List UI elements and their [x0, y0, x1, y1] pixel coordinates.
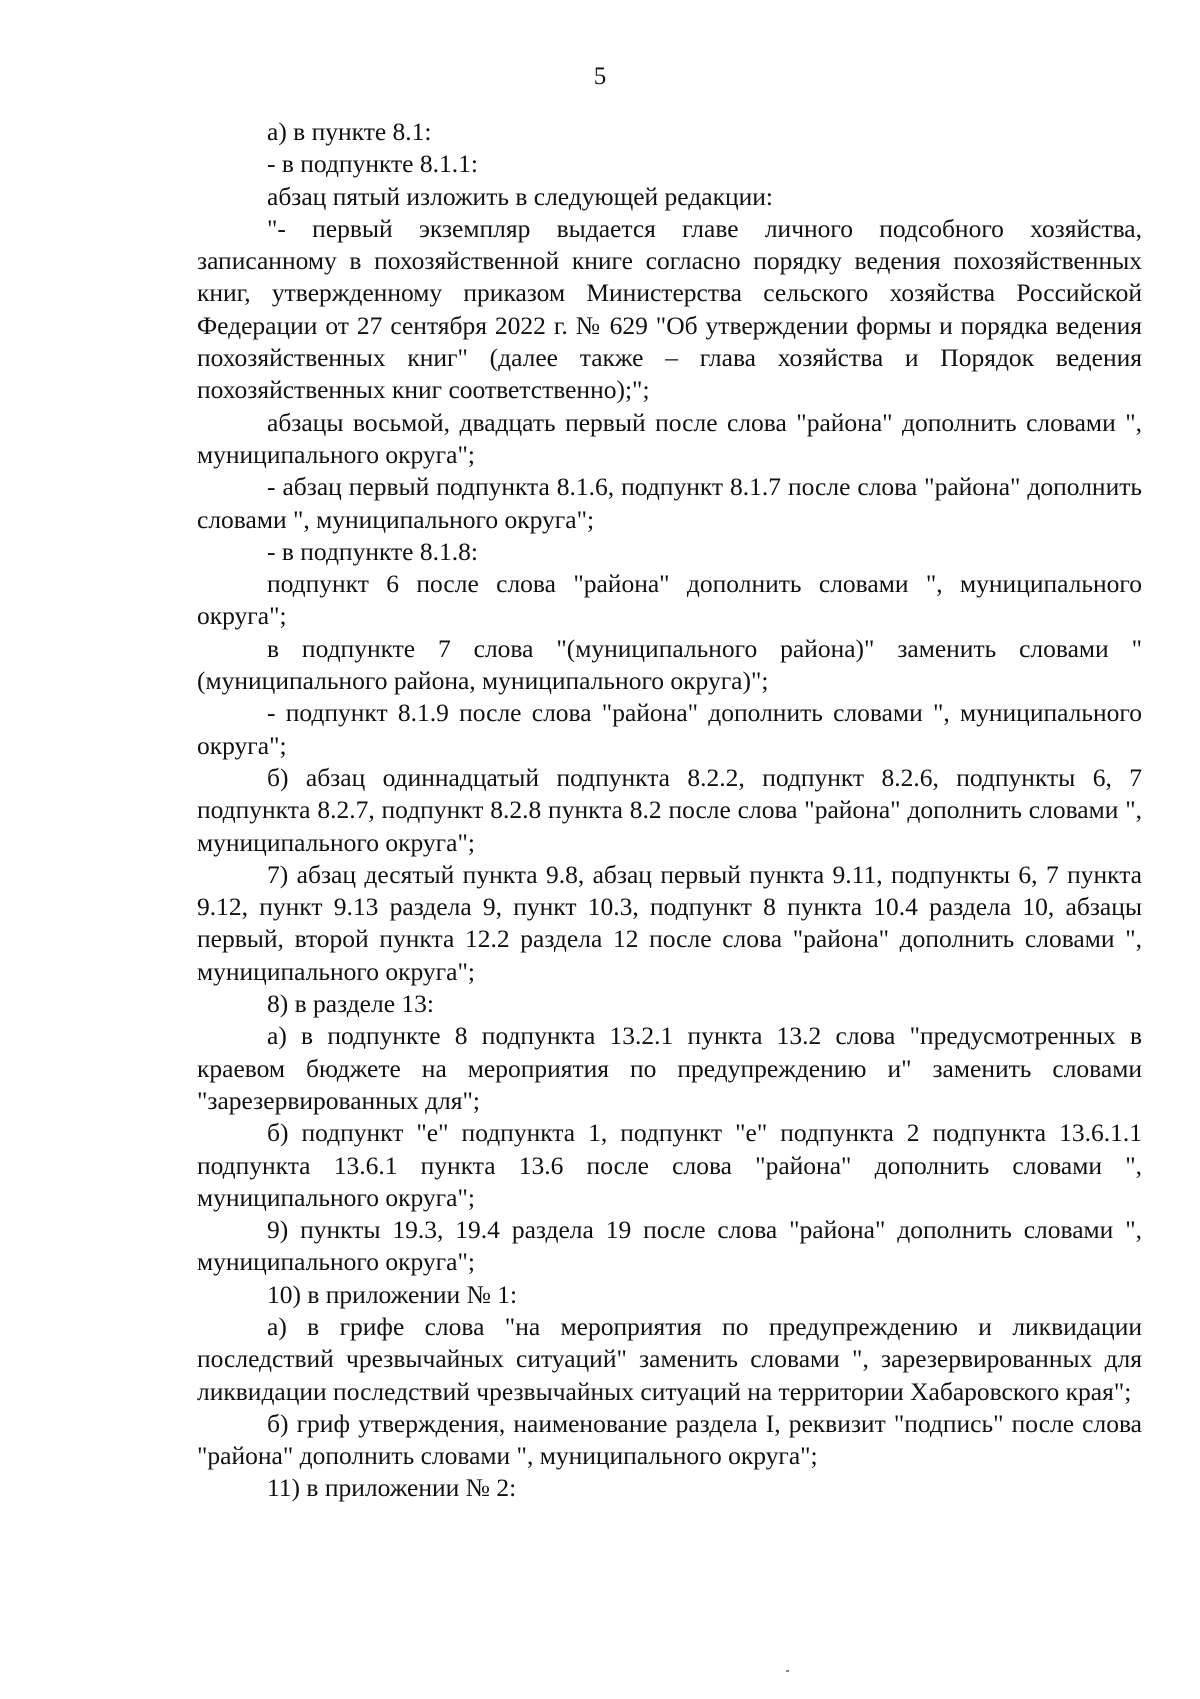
paragraph: - в подпункте 8.1.1: — [267, 149, 478, 179]
paragraph: абзацы восьмой, двадцать первый после слова "района" дополнить словами ", муниципального округа"; — [197, 407, 1142, 469]
paragraph: 7) абзац десятый пункта 9.8, абзац первый пункта 9.11, подпункты 6, 7 пункта 9.12, пункт 9.13 раздела 9, пункт 10.3, подпункт 8 пункта 10.4 раздела 10, абзацы первый, второй пункта 12.2 раздела 12 после слова "района" дополнить словами ", муниципального округа"; — [197, 859, 1142, 986]
paragraph: подпункт 6 после слова "района" дополнить словами ", муниципального округа"; — [197, 569, 1142, 631]
scan-speck — [786, 1670, 789, 1672]
paragraph: в подпункте 7 слова "(муниципального района)" заменить словами "(муниципального района, муниципального округа)"; — [197, 633, 1142, 696]
paragraph: 9) пункты 19.3, 19.4 раздела 19 после слова "района" дополнить словами ", муниципального округа"; — [197, 1215, 1142, 1277]
paragraph: абзац пятый изложить в следующей редакции: — [267, 181, 773, 211]
paragraph: б) подпункт "е" подпункта 1, подпункт "е" подпункта 2 подпункта 13.6.1.1 подпункта 13.6.1 пункта 13.6 после слова "района" дополнить словами ", муниципального округа"; — [197, 1118, 1142, 1212]
paragraph: а) в грифе слова "на мероприятия по предупреждению и ликвидации последствий чрезвычайных ситуаций" заменить словами ", зарезервированных для ликвидации последствий чрезвычайных ситуаций на территории Хабаровского края"; — [197, 1311, 1142, 1406]
paragraph: "- первый экземпляр выдается главе личного подсобного хозяйства, записанному в похозяйственной книге согласно порядку ведения похозяйственных книг, утвержденному приказом Министерства сельского хозяйства Российской Федерации от 27 сентября 2022 г. № 629 "Об утверждении формы и порядка ведения похозяйственных книг" (далее также – глава хозяйства и Порядок ведения похозяйственных книг соответственно);"; — [197, 213, 1142, 405]
document-body — [197, 116, 1142, 1505]
paragraph: - абзац первый подпункта 8.1.6, подпункт 8.1.7 после слова "района" дополнить словами ", муниципального округа"; — [197, 472, 1142, 534]
paragraph: а) в пункте 8.1: — [267, 117, 432, 146]
page-number: 5 — [593, 63, 607, 90]
paragraph: 10) в приложении № 1: — [267, 1279, 518, 1309]
paragraph: - в подпункте 8.1.8: — [267, 536, 478, 566]
paragraph: - подпункт 8.1.9 после слова "района" дополнить словами ", муниципального округа"; — [197, 698, 1142, 760]
paragraph: 11) в приложении № 2: — [267, 1473, 517, 1503]
paragraph: а) в подпункте 8 подпункта 13.2.1 пункта 13.2 слова "предусмотренных в краевом бюджете на мероприятия по предупреждению и" заменить словами "зарезервированных для"; — [197, 1021, 1142, 1115]
paragraph: 8) в разделе 13: — [267, 989, 435, 1019]
paragraph: б) абзац одиннадцатый подпункта 8.2.2, подпункт 8.2.6, подпункты 6, 7 подпункта 8.2.7, подпункт 8.2.8 пункта 8.2 после слова "района" дополнить словами ", муниципального округа"; — [197, 762, 1142, 857]
paragraph: б) гриф утверждения, наименование раздела I, реквизит "подпись" после слова "района" дополнить словами ", муниципального округа"; — [197, 1408, 1142, 1471]
